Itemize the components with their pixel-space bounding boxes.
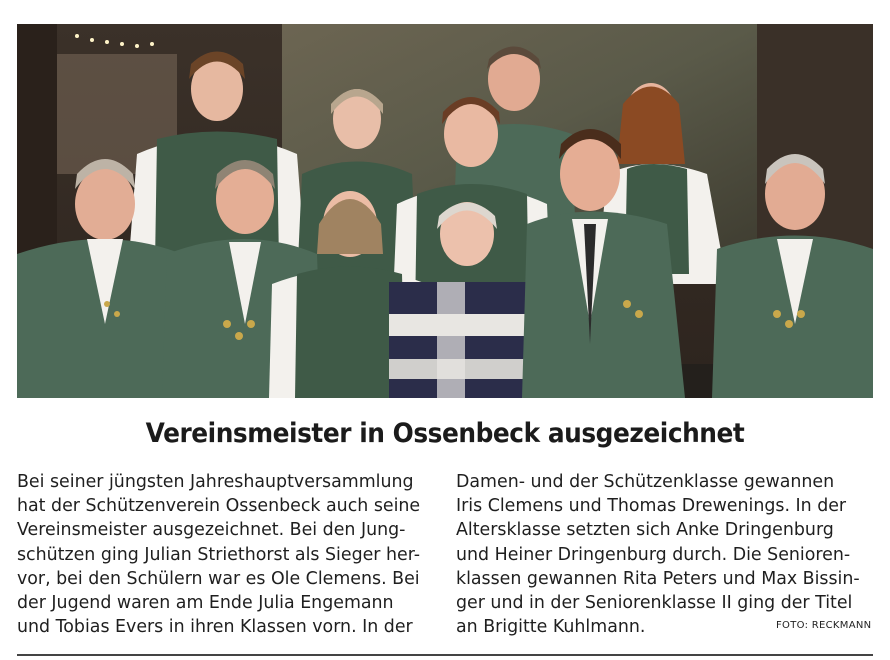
body-line: hat der Schützenverein Ossenbeck auch seine [17, 496, 421, 517]
body-line: und Heiner Dringenburg durch. Die Senioren- [456, 544, 851, 565]
body-line: schützen ging Julian Striethorst als Sieger her- [17, 544, 421, 565]
photo-credit: FOTO: RECKMANN [776, 620, 872, 631]
article-body-right-column [456, 470, 876, 639]
body-line: Damen- und der Schützenklasse gewannen [456, 472, 835, 492]
body-line: Iris Clemens und Thomas Drewenings. In der [456, 496, 847, 517]
article-body-left-column [17, 470, 437, 639]
body-line: Bei seiner jüngsten Jahreshauptversammlung [17, 472, 414, 492]
article-headline: Vereinsmeister in Ossenbeck ausgezeichnet [145, 418, 745, 449]
body-line: an Brigitte Kuhlmann. [456, 617, 646, 638]
body-line: Vereinsmeister ausgezeichnet. Bei den Jung- [17, 520, 406, 541]
body-line: ger und in der Seniorenklasse II ging der Titel [456, 593, 853, 614]
body-line: vor, bei den Schülern war es Ole Clemens. Bei [17, 568, 420, 589]
body-line: und Tobias Evers in ihren Klassen vorn. In der [17, 617, 413, 638]
group-photo-illustration [17, 24, 873, 398]
body-line: klassen gewannen Rita Peters und Max Bissin- [456, 568, 860, 589]
body-line: der Jugend waren am Ende Julia Engemann [17, 593, 394, 614]
group-photo [17, 24, 873, 398]
bottom-divider [17, 654, 873, 656]
body-line: Altersklasse setzten sich Anke Dringenburg [456, 520, 834, 541]
